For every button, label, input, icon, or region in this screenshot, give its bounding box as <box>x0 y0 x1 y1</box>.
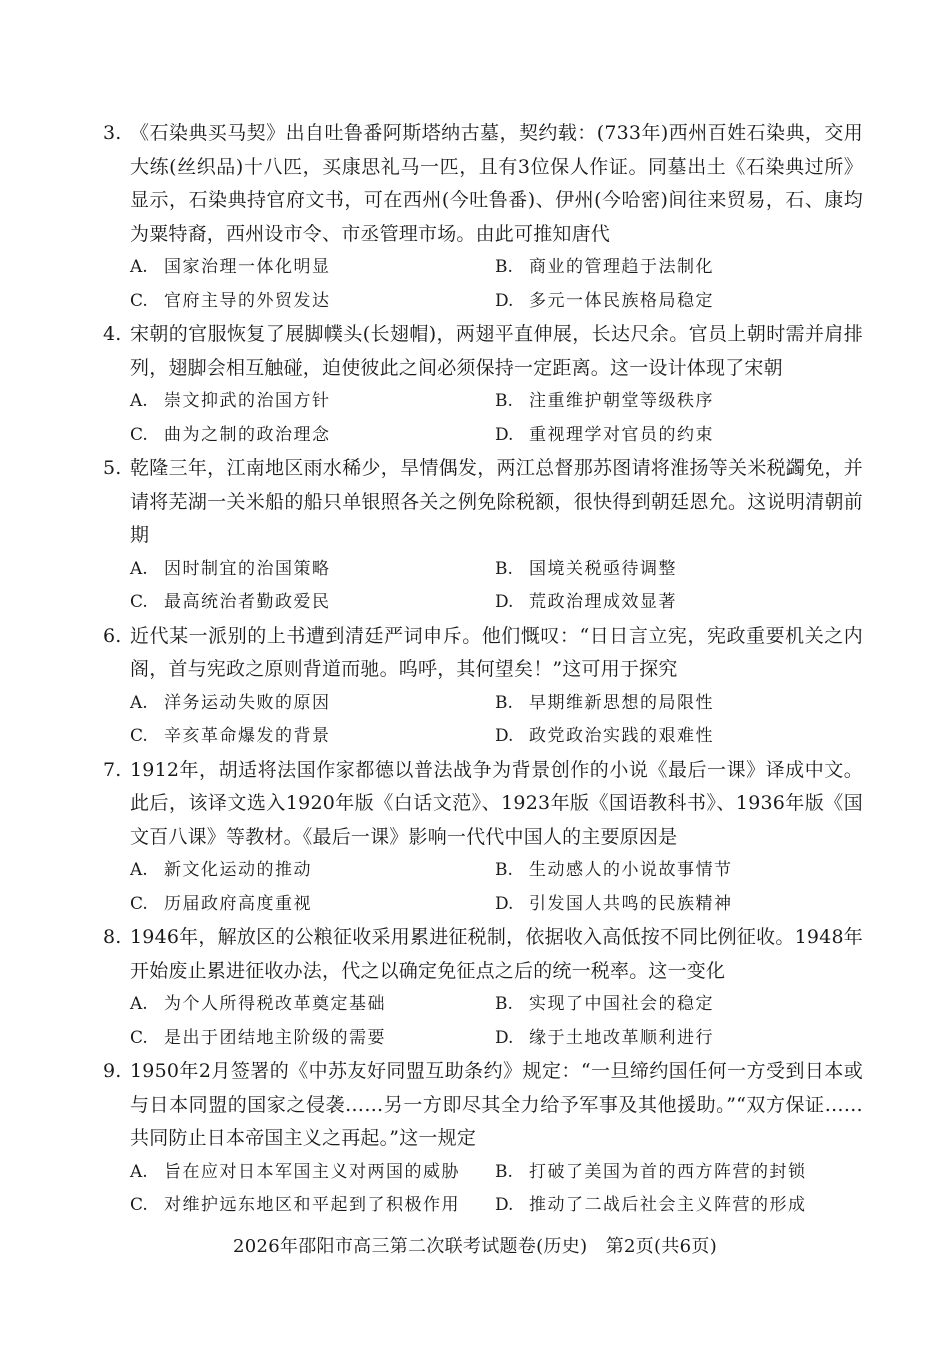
question-4 <box>103 318 863 452</box>
option-c[interactable] <box>130 419 495 453</box>
question-number: 9. <box>103 1060 122 1082</box>
option-text: 国境关税亟待调整 <box>529 558 677 579</box>
option-list <box>103 988 863 1055</box>
question-text: 1950年2月签署的《中苏友好同盟互助条约》规定：“一旦缔约国任何一方受到日本或与日本同盟的国家之侵袭……另一方即尽其全力给予军事及其他援助。”“双方保证……共同防止日本帝国主义之再起。”这一规定 <box>130 1060 863 1149</box>
option-letter: B. <box>495 257 513 277</box>
question-7 <box>103 754 863 922</box>
option-letter: D. <box>495 592 514 612</box>
option-b[interactable] <box>495 988 880 1022</box>
option-letter: B. <box>495 558 513 579</box>
question-number: 4. <box>103 323 122 345</box>
question-text: 《石染典买马契》出自吐鲁番阿斯塔纳古墓，契约载：(733年)西州百姓石染典，交用大练(丝织品)十八匹，买康思礼马一匹，且有3位保人作证。同墓出土《石染典过所》显示，石染典持官府文书，可在西州(今吐鲁番)、伊州(今哈密)间往来贸易，石、康均为粟特裔，西州设市令、市丞管理市场。由此可推知唐代 <box>130 122 863 245</box>
option-list <box>103 687 863 754</box>
option-letter: A. <box>130 860 148 880</box>
question-text: 近代某一派别的上书遭到清廷严词申斥。他们慨叹：“日日言立宪，宪政重要机关之内阁，首与宪政之原则背道而驰。呜呼，其何望矣！”这可用于探究 <box>130 624 863 680</box>
option-d[interactable] <box>495 720 880 754</box>
question-stem <box>103 620 863 687</box>
question-8 <box>103 921 863 1055</box>
option-text: 为个人所得税改革奠定基础 <box>164 994 386 1014</box>
page-footer: 2026年邵阳市高三第二次联考试题卷(历史) 第2页(共6页) <box>232 1236 718 1257</box>
option-text: 重视理学对官员的约束 <box>529 424 714 445</box>
option-c[interactable] <box>130 1189 495 1223</box>
option-letter: A. <box>130 1161 148 1182</box>
option-text: 引发国人共鸣的民族精神 <box>529 893 733 914</box>
option-list <box>103 385 863 452</box>
option-letter: C. <box>130 726 148 746</box>
option-list <box>103 553 863 620</box>
option-letter: A. <box>130 692 148 713</box>
option-letter: A. <box>130 994 148 1014</box>
option-b[interactable] <box>495 1156 880 1190</box>
option-text: 辛亥革命爆发的背景 <box>164 726 331 746</box>
question-text: 1912年，胡适将法国作家都德以普法战争为背景创作的小说《最后一课》译成中文。此后，该译文选入1920年版《白话文范》、1923年版《国语教科书》、1936年版《国文百八课》等教材。《最后一课》影响一代代中国人的主要原因是 <box>130 758 863 848</box>
option-text: 注重维护朝堂等级秩序 <box>529 391 714 411</box>
question-number: 8. <box>103 926 122 948</box>
option-a[interactable] <box>130 251 495 285</box>
option-letter: D. <box>495 726 514 746</box>
option-text: 是出于团结地主阶级的需要 <box>164 1027 386 1048</box>
option-letter: B. <box>495 860 513 880</box>
option-a[interactable] <box>130 553 495 587</box>
question-stem <box>103 452 863 553</box>
question-number: 7. <box>103 758 122 781</box>
option-b[interactable] <box>495 251 880 285</box>
option-letter: C. <box>130 893 148 914</box>
option-c[interactable] <box>130 888 495 922</box>
option-letter: D. <box>495 1027 514 1048</box>
option-text: 历届政府高度重视 <box>164 893 312 914</box>
option-d[interactable] <box>495 888 880 922</box>
option-text: 官府主导的外贸发达 <box>164 290 331 311</box>
question-number: 3. <box>103 122 122 144</box>
option-text: 旨在应对日本军国主义对两国的威胁 <box>164 1161 460 1182</box>
option-text: 政党政治实践的艰难性 <box>529 726 714 746</box>
option-d[interactable] <box>495 586 880 620</box>
option-letter: A. <box>130 257 148 277</box>
option-text: 早期维新思想的局限性 <box>529 692 714 713</box>
option-a[interactable] <box>130 854 495 888</box>
option-text: 崇文抑武的治国方针 <box>164 391 331 411</box>
question-stem <box>103 117 863 251</box>
option-b[interactable] <box>495 687 880 721</box>
option-d[interactable] <box>495 1022 880 1056</box>
question-list <box>103 117 863 1223</box>
option-letter: C. <box>130 592 148 612</box>
option-text: 最高统治者勤政爱民 <box>164 592 331 612</box>
question-number: 6. <box>103 624 122 647</box>
question-3 <box>103 117 863 318</box>
option-text: 洋务运动失败的原因 <box>164 692 331 713</box>
option-letter: D. <box>495 1195 514 1215</box>
question-stem <box>103 754 863 855</box>
option-c[interactable] <box>130 285 495 319</box>
option-b[interactable] <box>495 385 880 419</box>
option-b[interactable] <box>495 854 880 888</box>
option-c[interactable] <box>130 586 495 620</box>
option-letter: B. <box>495 692 513 713</box>
option-b[interactable] <box>495 553 880 587</box>
option-letter: C. <box>130 1195 148 1215</box>
question-stem <box>103 1055 863 1156</box>
option-list <box>103 251 863 318</box>
option-a[interactable] <box>130 385 495 419</box>
question-6 <box>103 620 863 754</box>
option-letter: C. <box>130 424 148 445</box>
option-text: 多元一体民族格局稳定 <box>529 290 714 311</box>
option-a[interactable] <box>130 988 495 1022</box>
option-text: 生动感人的小说故事情节 <box>529 860 733 880</box>
option-a[interactable] <box>130 687 495 721</box>
option-letter: B. <box>495 994 513 1014</box>
question-text: 1946年，解放区的公粮征收采用累进征税制，依据收入高低按不同比例征收。1948年开始废止累进征收办法，代之以确定免征点之后的统一税率。这一变化 <box>130 926 863 982</box>
option-text: 对维护远东地区和平起到了积极作用 <box>164 1195 460 1215</box>
question-stem <box>103 318 863 385</box>
option-text: 因时制宜的治国策略 <box>164 558 331 579</box>
question-text: 宋朝的官服恢复了展脚幞头(长翅帽)，两翅平直伸展，长达尺余。官员上朝时需并肩排列，翅脚会相互触碰，迫使彼此之间必须保持一定距离。这一设计体现了宋朝 <box>130 323 863 379</box>
option-list <box>103 854 863 921</box>
option-text: 曲为之制的政治理念 <box>164 424 331 445</box>
option-letter: B. <box>495 1161 513 1182</box>
option-text: 打破了美国为首的西方阵营的封锁 <box>529 1161 807 1182</box>
option-c[interactable] <box>130 1022 495 1056</box>
option-list <box>103 1156 863 1223</box>
option-text: 新文化运动的推动 <box>164 860 312 880</box>
question-text: 乾隆三年，江南地区雨水稀少，旱情偶发，两江总督那苏图请将淮扬等关米税蠲免，并请将芜湖一关米船的船只单银照各关之例免除税额，很快得到朝廷恩允。这说明清朝前期 <box>130 457 863 546</box>
option-a[interactable] <box>130 1156 495 1190</box>
option-c[interactable] <box>130 720 495 754</box>
option-text: 荒政治理成效显著 <box>529 592 677 612</box>
option-d[interactable] <box>495 1189 880 1223</box>
question-stem <box>103 921 863 988</box>
option-text: 实现了中国社会的稳定 <box>529 994 714 1014</box>
option-letter: D. <box>495 893 514 914</box>
option-letter: A. <box>130 391 148 411</box>
question-number: 5. <box>103 457 122 479</box>
option-letter: B. <box>495 391 513 411</box>
option-d[interactable] <box>495 285 880 319</box>
option-d[interactable] <box>495 419 880 453</box>
question-5 <box>103 452 863 620</box>
option-text: 商业的管理趋于法制化 <box>529 257 714 277</box>
question-9 <box>103 1055 863 1223</box>
option-letter: D. <box>495 290 514 311</box>
option-letter: D. <box>495 424 514 445</box>
option-letter: A. <box>130 558 148 579</box>
option-text: 国家治理一体化明显 <box>164 257 331 277</box>
option-text: 缘于土地改革顺利进行 <box>529 1027 714 1048</box>
option-letter: C. <box>130 290 148 311</box>
option-text: 推动了二战后社会主义阵营的形成 <box>529 1195 807 1215</box>
option-letter: C. <box>130 1027 148 1048</box>
